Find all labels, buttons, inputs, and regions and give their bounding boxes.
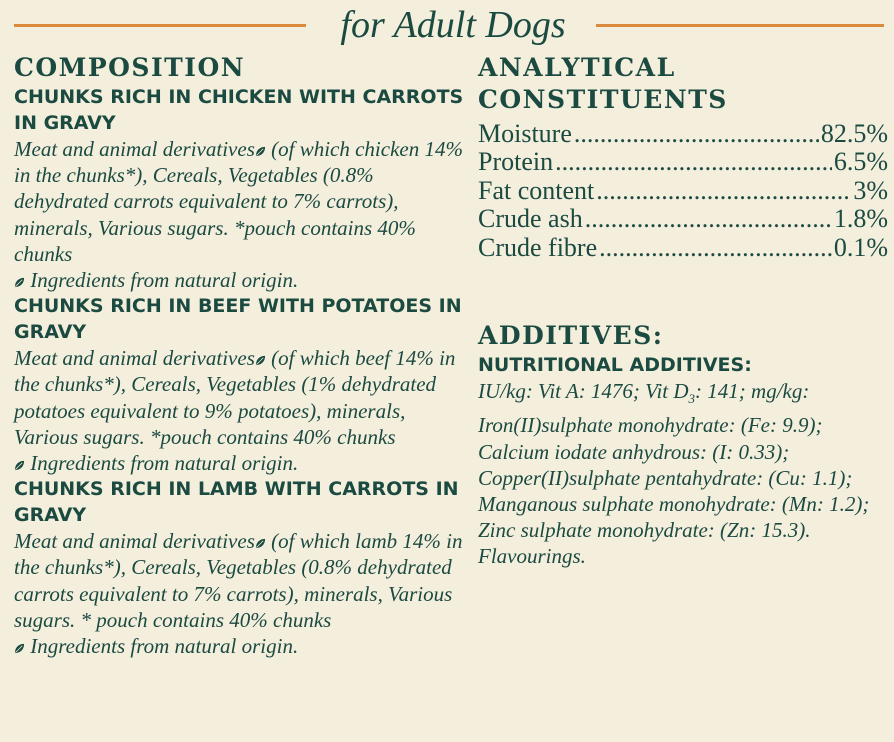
header [0,0,894,50]
leaf-icon [255,355,266,366]
constituent-row [478,148,888,176]
constituent-row [478,205,888,233]
constituent-label: Fat content [478,175,595,205]
constituent-label: Moisture [478,119,572,148]
section-ingredients: Meat and animal derivatives (of which chicken 14% in the chunks*), Cereals, Vegetables (0.8% dehydrated carrots equivalent to 7% carrots), minerals, Various sugars. *pouch contains 40% chunks Ingredients from natural origin. [14,137,463,293]
section-ingredients: Meat and animal derivatives (of which beef 14% in the chunks*), Cereals, Vegetables (1% dehydrated potatoes equivalent to 9% potatoes), minerals, Various sugars. *pouch contains 40% chunks Ingredients from natural origin. [14,346,456,476]
leaf-icon [255,146,266,157]
header-rule-right [596,24,884,27]
composition-column [14,52,464,659]
natural-origin-note: Ingredients from natural origin. [30,268,299,293]
section-title: CHUNKS RICH IN CHICKEN WITH CARROTS IN GRAVY [14,86,464,134]
composition-section-beef [14,293,464,476]
constituent-label: Crude fibre [478,232,598,262]
natural-origin-note: Ingredients from natural origin. [30,451,299,476]
analytical-column [478,52,888,570]
additives-heading: ADDITIVES: [478,321,664,351]
constituent-value: 82.5% [820,119,888,148]
header-rule-left [14,24,306,27]
leaf-icon [14,643,25,654]
constituent-value: 1.8% [833,204,888,234]
constituent-row [478,234,888,262]
section-title: CHUNKS RICH IN LAMB WITH CARROTS IN GRAVY [14,478,459,527]
constituent-value: 6.5% [833,147,888,177]
leaf-icon [14,460,25,471]
page-title: for Adult Dogs [340,4,566,46]
leaf-icon [14,277,25,288]
natural-origin-note: Ingredients from natural origin. [30,634,299,659]
section-ingredients: Meat and animal derivatives (of which lamb 14% in the chunks*), Cereals, Vegetables (0.8% dehydrated carrots equivalent to 7% carrots), minerals, Various sugars. * pouch contains 40% chunks Ingredients from natural origin. [14,529,463,659]
section-title: CHUNKS RICH IN BEEF WITH POTATOES IN GRAVY [14,295,462,344]
leaf-icon [255,538,266,549]
constituent-value: 3% [853,175,888,205]
additives-text: IU/kg: Vit A: 1476; Vit $D_3$: 141; mg/kg: Iron(II)sulphate monohydrate: (Fe: 9.9); Calcium iodate anhydrous: (I: 0.33); Copper(II)sulphate pentahydrate: (Cu: 1.1); Manganous sulphate monohydrate: (Mn: 1.2); Zinc sulphate monohydrate: (Zn: 15.3). Flavourings. [478,379,870,569]
constituent-row [478,120,888,148]
composition-section-lamb [14,476,464,659]
constituent-label: Protein [478,147,554,177]
additives-section [478,320,888,570]
composition-section-chicken [14,84,464,293]
composition-heading: COMPOSITION [14,53,246,82]
analytical-heading: ANALYTICAL CONSTITUENTS [478,53,728,114]
constituent-label: Crude ash [478,204,583,234]
constituent-value: 0.1% [833,232,888,262]
constituent-row [478,177,888,205]
constituents-table [478,120,888,262]
nutritional-additives-heading: NUTRITIONAL ADDITIVES: [478,354,752,377]
